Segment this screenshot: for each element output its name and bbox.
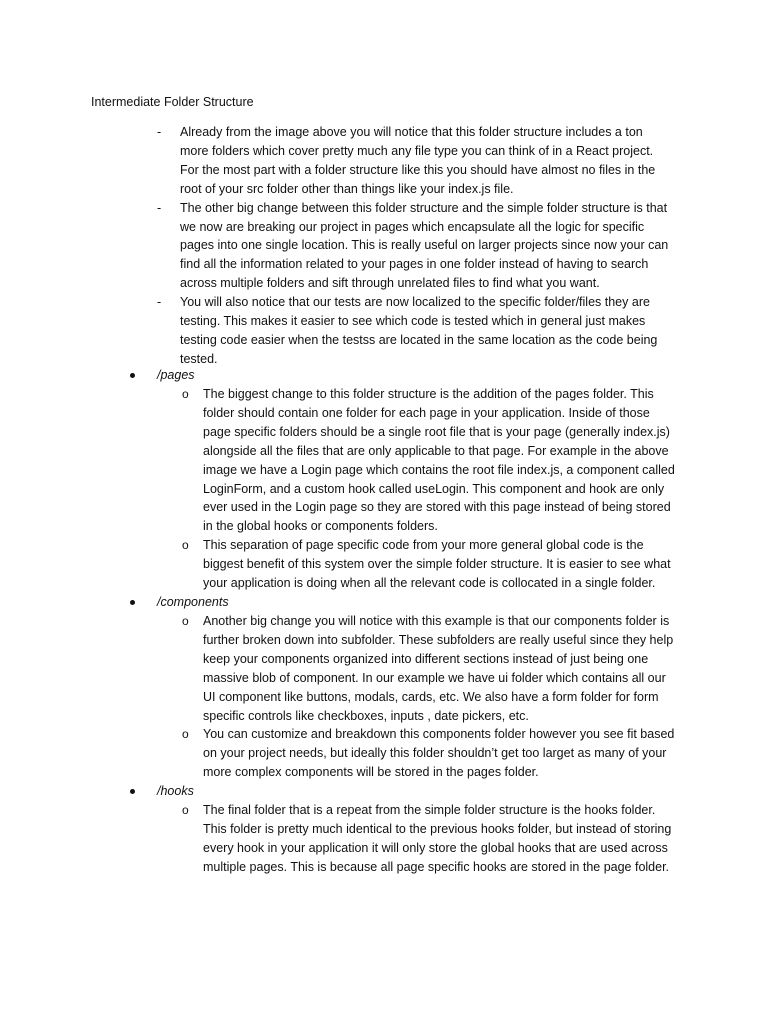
- section-hooks: [0, 782, 768, 801]
- dash-marker: -: [157, 200, 162, 215]
- intro-list: [0, 123, 768, 369]
- bullet-icon: [130, 789, 135, 794]
- circle-marker: o: [182, 538, 189, 553]
- intro-paragraph: Already from the image above you will notice that this folder structure includes a ton more folders which cover pretty much any file type you can think of in a React project. For the most part with a folder structure like this you should have almost no files in the root of your src folder other than things like your index.js file.: [180, 125, 656, 196]
- circle-marker: o: [182, 613, 189, 628]
- circle-marker: o: [182, 387, 189, 401]
- bullet-icon: [130, 600, 135, 605]
- intro-list-item: [0, 199, 672, 294]
- folder-sections: [0, 366, 768, 877]
- section-label: /hooks: [157, 784, 194, 799]
- intro-paragraph: You will also notice that our tests are now localized to the specific folder/files they are testing. This makes it easier to see which code is tested which in general just makes testing code easier when the testss are located in the same location as the code being tested.: [180, 295, 658, 366]
- section-label: /components: [157, 594, 229, 609]
- section-pages: [0, 366, 768, 385]
- section-paragraph: You can customize and breakdown this components folder however you see fit based on your project needs, but ideally this folder shouldn’t get too larget as many of your more complex components will be stored in the pages folder.: [203, 727, 675, 780]
- section-paragraph: Another big change you will notice with this example is that our components folder is further broken down into subfolder. These subfolders are really useful since they help keep your components organized into different sections instead of just being one massive blob of component. In our example we have ui folder which contains all our UI component like buttons, modals, cards, etc. We also have a form folder for form specific controls like checkboxes, inputs , date pickers, etc.: [203, 613, 674, 723]
- bullet-icon: [130, 373, 135, 378]
- section-list-item: [0, 385, 675, 536]
- section-label: /pages: [157, 368, 195, 382]
- section-list-item: [0, 725, 675, 782]
- dash-marker: -: [157, 295, 162, 310]
- dash-marker: -: [157, 125, 162, 139]
- section-list-item: [0, 612, 675, 725]
- section-paragraph: This separation of page specific code from your more general global code is the biggest benefit of this system over the simple folder structure. It is easier to see what your application is doing when all the relevant code is collocated in a single folder.: [203, 538, 671, 591]
- section-paragraph: The final folder that is a repeat from the simple folder structure is the hooks folder. This folder is pretty much identical to the previous hooks folder, but instead of storing every hook in your application it will only store the global hooks that are used across multiple pages. This is because all page specific hooks are stored in the page folder.: [203, 803, 672, 874]
- document-title: Intermediate Folder Structure: [91, 95, 254, 109]
- section-paragraph: The biggest change to this folder structure is the addition of the pages folder. This folder should contain one folder for each page in your application. Inside of those page specific folders should be a single root file that is your page (generally index.js) alongside all the files that are only applicable to that page. For example in the above image we have a Login page which contains the root file index.js, a component called LoginForm, and a custom hook called useLogin. This component and hook are only ever used in the Login page so they are stored with this page instead of being stored in the global hooks or components folders.: [203, 387, 675, 534]
- intro-list-item: [0, 293, 672, 369]
- intro-list-item: [0, 123, 672, 199]
- circle-marker: o: [182, 803, 189, 818]
- section-components: [0, 593, 768, 612]
- intro-paragraph: The other big change between this folder structure and the simple folder structure is that we now are breaking our project in pages which encapsulate all the logic for specific pages into one single location. This is really useful on larger projects since now your can find all the information related to your pages in one folder instead of having to search across multiple folders and sift through unrelated files to find what you want.: [180, 200, 669, 291]
- circle-marker: o: [182, 727, 189, 742]
- section-list-item: [0, 801, 675, 877]
- section-list-item: [0, 536, 675, 593]
